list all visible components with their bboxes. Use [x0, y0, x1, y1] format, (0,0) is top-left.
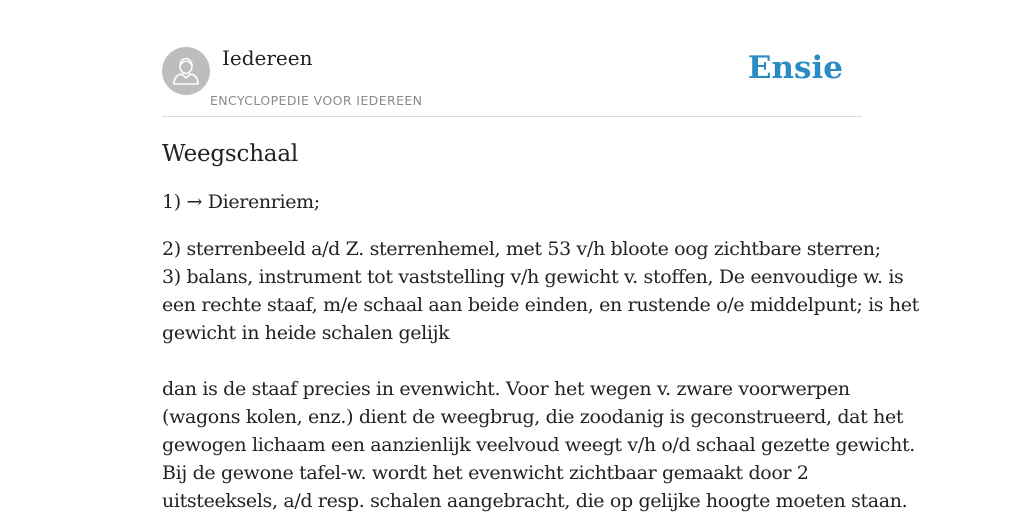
definition-1: 1) → Dierenriem;	[162, 191, 320, 213]
continuation-block	[162, 375, 915, 512]
page-title: Weegschaal	[162, 141, 298, 167]
text-line: dan is de staaf precies in evenwicht. Voor het wegen v. zware voorwerpen	[162, 378, 850, 400]
text-line: (wagons kolen, enz.) dient de weegbrug, die zoodanig is geconstrueerd, dat het	[162, 406, 904, 428]
text-line: 3) balans, instrument tot vaststelling v/h gewicht v. stoffen, De eenvoudige w. is	[162, 266, 904, 288]
text-line: gewicht in heide schalen gelijk	[162, 322, 450, 344]
text-line: gewogen lichaam een aanzienlijk veelvoud weegt v/h o/d schaal gezette gewicht.	[162, 434, 915, 456]
article	[162, 138, 919, 512]
definition-2-block	[162, 235, 919, 347]
text-line: uitsteeksels, a/d resp. schalen aangebracht, die op gelijke hoogte moeten staan.	[162, 490, 908, 512]
text-line: Bij de gewone tafel-w. wordt het evenwicht zichtbaar gemaakt door 2	[162, 462, 809, 484]
avatar[interactable]	[162, 47, 210, 95]
text-line: 2) sterrenbeeld a/d Z. sterrenhemel, met 53 v/h bloote oog zichtbare sterren;	[162, 238, 881, 260]
site-tagline: ENCYCLOPEDIE VOOR IEDEREEN	[210, 93, 423, 108]
site-name[interactable]: Iedereen	[222, 46, 313, 70]
text-line: een rechte staaf, m/e schaal aan beide einden, en rustende o/e middelpunt; is het	[162, 294, 919, 316]
site-header	[162, 46, 862, 117]
brand-logo[interactable]: Ensie	[747, 50, 843, 86]
user-silhouette-icon	[162, 47, 210, 95]
